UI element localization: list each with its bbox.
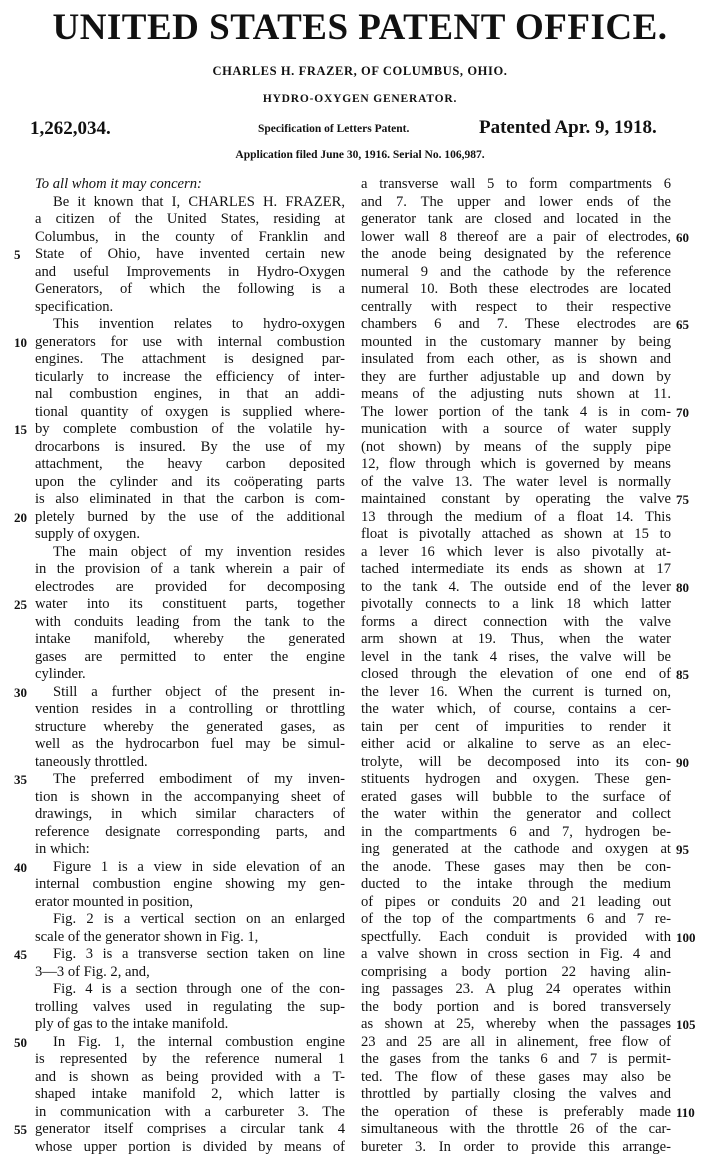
margin-line-number: 25 xyxy=(14,596,27,614)
margin-line-number: 75 xyxy=(676,491,689,509)
text-line: forms a direct connection with the valve xyxy=(361,614,671,632)
margin-line-number: 45 xyxy=(14,946,27,964)
text-line: throttled by partially closing the valves and xyxy=(361,1086,671,1104)
text-line: the gases from the tanks 6 and 7 is permit- xyxy=(361,1051,671,1069)
margin-line-number: 50 xyxy=(14,1034,27,1052)
text-line: intake manifold, whereby the generated xyxy=(35,631,345,649)
text-line: maintained constant by operating the valve xyxy=(361,491,671,509)
text-line: bureter 3. In order to provide this arrange- xyxy=(361,1139,671,1156)
text-line: mounted in the customary manner by being xyxy=(361,334,671,352)
text-line: ing generated at the cathode and oxygen at xyxy=(361,841,671,859)
text-line: numeral 10. Both these electrodes are located xyxy=(361,281,671,299)
text-line: (not shown) by means of the supply pipe xyxy=(361,439,671,457)
text-line: in communication with a carbureter 3. The xyxy=(35,1104,345,1122)
text-line: they are further adjustable up and down by xyxy=(361,369,671,387)
text-line: trolling valves used in regulating the sup- xyxy=(35,999,345,1017)
text-line: ply of gas to the intake manifold. xyxy=(35,1016,345,1034)
text-line: ing passages 23. A plug 24 operates within xyxy=(361,981,671,999)
patent-number: 1,262,034. xyxy=(30,118,111,140)
text-line: tain per cent of impurities to render it xyxy=(361,719,671,737)
text-line: insulated from each other, as is shown and xyxy=(361,351,671,369)
text-line: cylinder. xyxy=(35,666,345,684)
text-line: structure whereby the generated gases, as xyxy=(35,719,345,737)
text-line: as shown at 25, whereby when the passages xyxy=(361,1016,671,1034)
text-line: The main object of my invention resides xyxy=(35,544,345,562)
margin-line-number: 100 xyxy=(676,929,696,947)
text-line: shaped intake manifold 2, which latter is xyxy=(35,1086,345,1104)
left-text-column xyxy=(35,176,345,1156)
text-line: engines. The attachment is designed par- xyxy=(35,351,345,369)
text-line: drocarbons is insured. By the use of my xyxy=(35,439,345,457)
text-line: generators for use with internal combustion xyxy=(35,334,345,352)
text-line: drawings, in which similar characters of xyxy=(35,806,345,824)
text-line: nal combustion engines, in that an addi- xyxy=(35,386,345,404)
text-line: of pipes or conduits 20 and 21 leading out xyxy=(361,894,671,912)
text-line: float is pivotally attached as shown at 15 to xyxy=(361,526,671,544)
text-line: and 7. The upper and lower ends of the xyxy=(361,194,671,212)
text-line: spectfully. Each conduit is provided with xyxy=(361,929,671,947)
text-line: level in the tank 4 rises, the valve will be xyxy=(361,649,671,667)
text-line: Columbus, in the county of Franklin and xyxy=(35,229,345,247)
text-line: either acid or alkaline to serve as an elec- xyxy=(361,736,671,754)
text-line: munication with a source of water supply xyxy=(361,421,671,439)
text-line: means of the adjusting nuts shown at 11. xyxy=(361,386,671,404)
text-line: a citizen of the United States, residing at xyxy=(35,211,345,229)
text-line: ted. The flow of these gases may also be xyxy=(361,1069,671,1087)
text-line: Fig. 3 is a transverse section taken on line xyxy=(35,946,345,964)
text-line: Be it known that I, CHARLES H. FRAZER, xyxy=(35,194,345,212)
text-line: closed through the elevation of one end of xyxy=(361,666,671,684)
text-line: a transverse wall 5 to form compartments 6 xyxy=(361,176,671,194)
text-line: centrally with respect to their respective xyxy=(361,299,671,317)
margin-line-number: 15 xyxy=(14,421,27,439)
text-line: The lower portion of the tank 4 is in com- xyxy=(361,404,671,422)
margin-line-number: 65 xyxy=(676,316,689,334)
text-line: arm shown at 19. Thus, when the water xyxy=(361,631,671,649)
text-line: taneously throttled. xyxy=(35,754,345,772)
text-line: 13 through the medium of a float 14. This xyxy=(361,509,671,527)
text-line: is represented by the reference numeral 1 xyxy=(35,1051,345,1069)
text-line: the water which, of course, contains a cer- xyxy=(361,701,671,719)
text-line: well as the hydrocarbon fuel may be simul- xyxy=(35,736,345,754)
application-line: Application filed June 30, 1916. Serial No. 106,987. xyxy=(0,149,720,161)
text-line: This invention relates to hydro-oxygen xyxy=(35,316,345,334)
text-line: electrodes are provided for decomposing xyxy=(35,579,345,597)
text-line: Still a further object of the present in- xyxy=(35,684,345,702)
text-line: tion is shown in the accompanying sheet of xyxy=(35,789,345,807)
office-title: UNITED STATES PATENT OFFICE. xyxy=(0,6,720,49)
text-line: scale of the generator shown in Fig. 1, xyxy=(35,929,345,947)
margin-line-number: 95 xyxy=(676,841,689,859)
text-line: the anode. These gases may then be con- xyxy=(361,859,671,877)
text-line: the operation of these is preferably made xyxy=(361,1104,671,1122)
text-line: tional quantity of oxygen is supplied where- xyxy=(35,404,345,422)
text-line: and is shown as being provided with a T- xyxy=(35,1069,345,1087)
text-line: attachment, the heavy carbon deposited xyxy=(35,456,345,474)
text-line: supply of oxygen. xyxy=(35,526,345,544)
text-line: to the tank 4. The outside end of the lever xyxy=(361,579,671,597)
text-line: Fig. 2 is a vertical section on an enlarged xyxy=(35,911,345,929)
text-line: 12, flow through which is governed by means xyxy=(361,456,671,474)
text-line: In Fig. 1, the internal combustion engine xyxy=(35,1034,345,1052)
text-line: a lever 16 which lever is also pivotally at- xyxy=(361,544,671,562)
margin-line-number: 10 xyxy=(14,334,27,352)
text-line: numeral 9 and the cathode by the reference xyxy=(361,264,671,282)
text-line: 3—3 of Fig. 2, and, xyxy=(35,964,345,982)
text-line: erated gases will bubble to the surface of xyxy=(361,789,671,807)
text-line: a valve shown in cross section in Fig. 4 and xyxy=(361,946,671,964)
text-line: Figure 1 is a view in side elevation of an xyxy=(35,859,345,877)
text-line: State of Ohio, have invented certain new xyxy=(35,246,345,264)
text-line: and useful Improvements in Hydro-Oxygen xyxy=(35,264,345,282)
text-line: whose upper portion is divided by means of xyxy=(35,1139,345,1156)
invention-title: HYDRO-OXYGEN GENERATOR. xyxy=(0,93,720,105)
margin-line-number: 30 xyxy=(14,684,27,702)
text-line: trolyte, will be decomposed into its con- xyxy=(361,754,671,772)
margin-line-number: 60 xyxy=(676,229,689,247)
text-line: vention resides in a controlling or throttling xyxy=(35,701,345,719)
margin-line-number: 110 xyxy=(676,1104,695,1122)
text-line: in the compartments 6 and 7, hydrogen be- xyxy=(361,824,671,842)
text-line: erator mounted in position, xyxy=(35,894,345,912)
text-line: water into its constituent parts, together xyxy=(35,596,345,614)
margin-line-number: 5 xyxy=(14,246,21,264)
text-line: of the top of the compartments 6 and 7 re- xyxy=(361,911,671,929)
text-line: reference designate corresponding parts, and xyxy=(35,824,345,842)
text-line: generator tank are closed and located in the xyxy=(361,211,671,229)
text-line: To all whom it may concern: xyxy=(35,176,345,194)
text-line: ducted to the intake through the medium xyxy=(361,876,671,894)
text-line: with conduits leading from the tank to the xyxy=(35,614,345,632)
margin-line-number: 40 xyxy=(14,859,27,877)
text-line: the lever 16. When the current is turned on, xyxy=(361,684,671,702)
text-line: the body portion and is bored transversely xyxy=(361,999,671,1017)
text-line: stituents hydrogen and oxygen. These gen- xyxy=(361,771,671,789)
text-line: comprising a body portion 22 having alin- xyxy=(361,964,671,982)
text-line: 23 and 25 are all in alinement, free flow of xyxy=(361,1034,671,1052)
margin-line-number: 105 xyxy=(676,1016,696,1034)
text-line: is also eliminated in that the carbon is com- xyxy=(35,491,345,509)
text-line: in which: xyxy=(35,841,345,859)
right-text-column xyxy=(361,176,671,1156)
text-line: pletely burned by the use of the additional xyxy=(35,509,345,527)
margin-line-number: 55 xyxy=(14,1121,27,1139)
text-line: pivotally connects to a link 18 which latter xyxy=(361,596,671,614)
text-line: Generators, of which the following is a xyxy=(35,281,345,299)
inventor-line: CHARLES H. FRAZER, OF COLUMBUS, OHIO. xyxy=(0,64,720,79)
margin-line-number: 85 xyxy=(676,666,689,684)
margin-line-number: 70 xyxy=(676,404,689,422)
patented-date: Patented Apr. 9, 1918. xyxy=(479,117,657,139)
text-line: generator itself comprises a circular tank 4 xyxy=(35,1121,345,1139)
margin-line-number: 80 xyxy=(676,579,689,597)
text-line: upon the cylinder and its coöperating parts xyxy=(35,474,345,492)
text-line: The preferred embodiment of my inven- xyxy=(35,771,345,789)
margin-line-number: 20 xyxy=(14,509,27,527)
text-line: by complete combustion of the volatile hy- xyxy=(35,421,345,439)
text-line: the water within the generator and collect xyxy=(361,806,671,824)
text-line: ticularly to increase the efficiency of inter- xyxy=(35,369,345,387)
margin-line-number: 90 xyxy=(676,754,689,772)
margin-line-number: 35 xyxy=(14,771,27,789)
text-line: chambers 6 and 7. These electrodes are xyxy=(361,316,671,334)
text-line: in the provision of a tank wherein a pair of xyxy=(35,561,345,579)
text-line: specification. xyxy=(35,299,345,317)
text-line: Fig. 4 is a section through one of the con- xyxy=(35,981,345,999)
text-line: gases are permitted to enter the engine xyxy=(35,649,345,667)
specification-label: Specification of Letters Patent. xyxy=(258,123,409,135)
text-line: lower wall 8 thereof are a pair of electrodes, xyxy=(361,229,671,247)
text-line: simultaneous with the throttle 26 of the car- xyxy=(361,1121,671,1139)
text-line: the anode being designated by the reference xyxy=(361,246,671,264)
text-line: tached intermediate its ends as shown at 17 xyxy=(361,561,671,579)
text-line: internal combustion engine showing my gen- xyxy=(35,876,345,894)
text-line: of the valve 13. The water level is normally xyxy=(361,474,671,492)
